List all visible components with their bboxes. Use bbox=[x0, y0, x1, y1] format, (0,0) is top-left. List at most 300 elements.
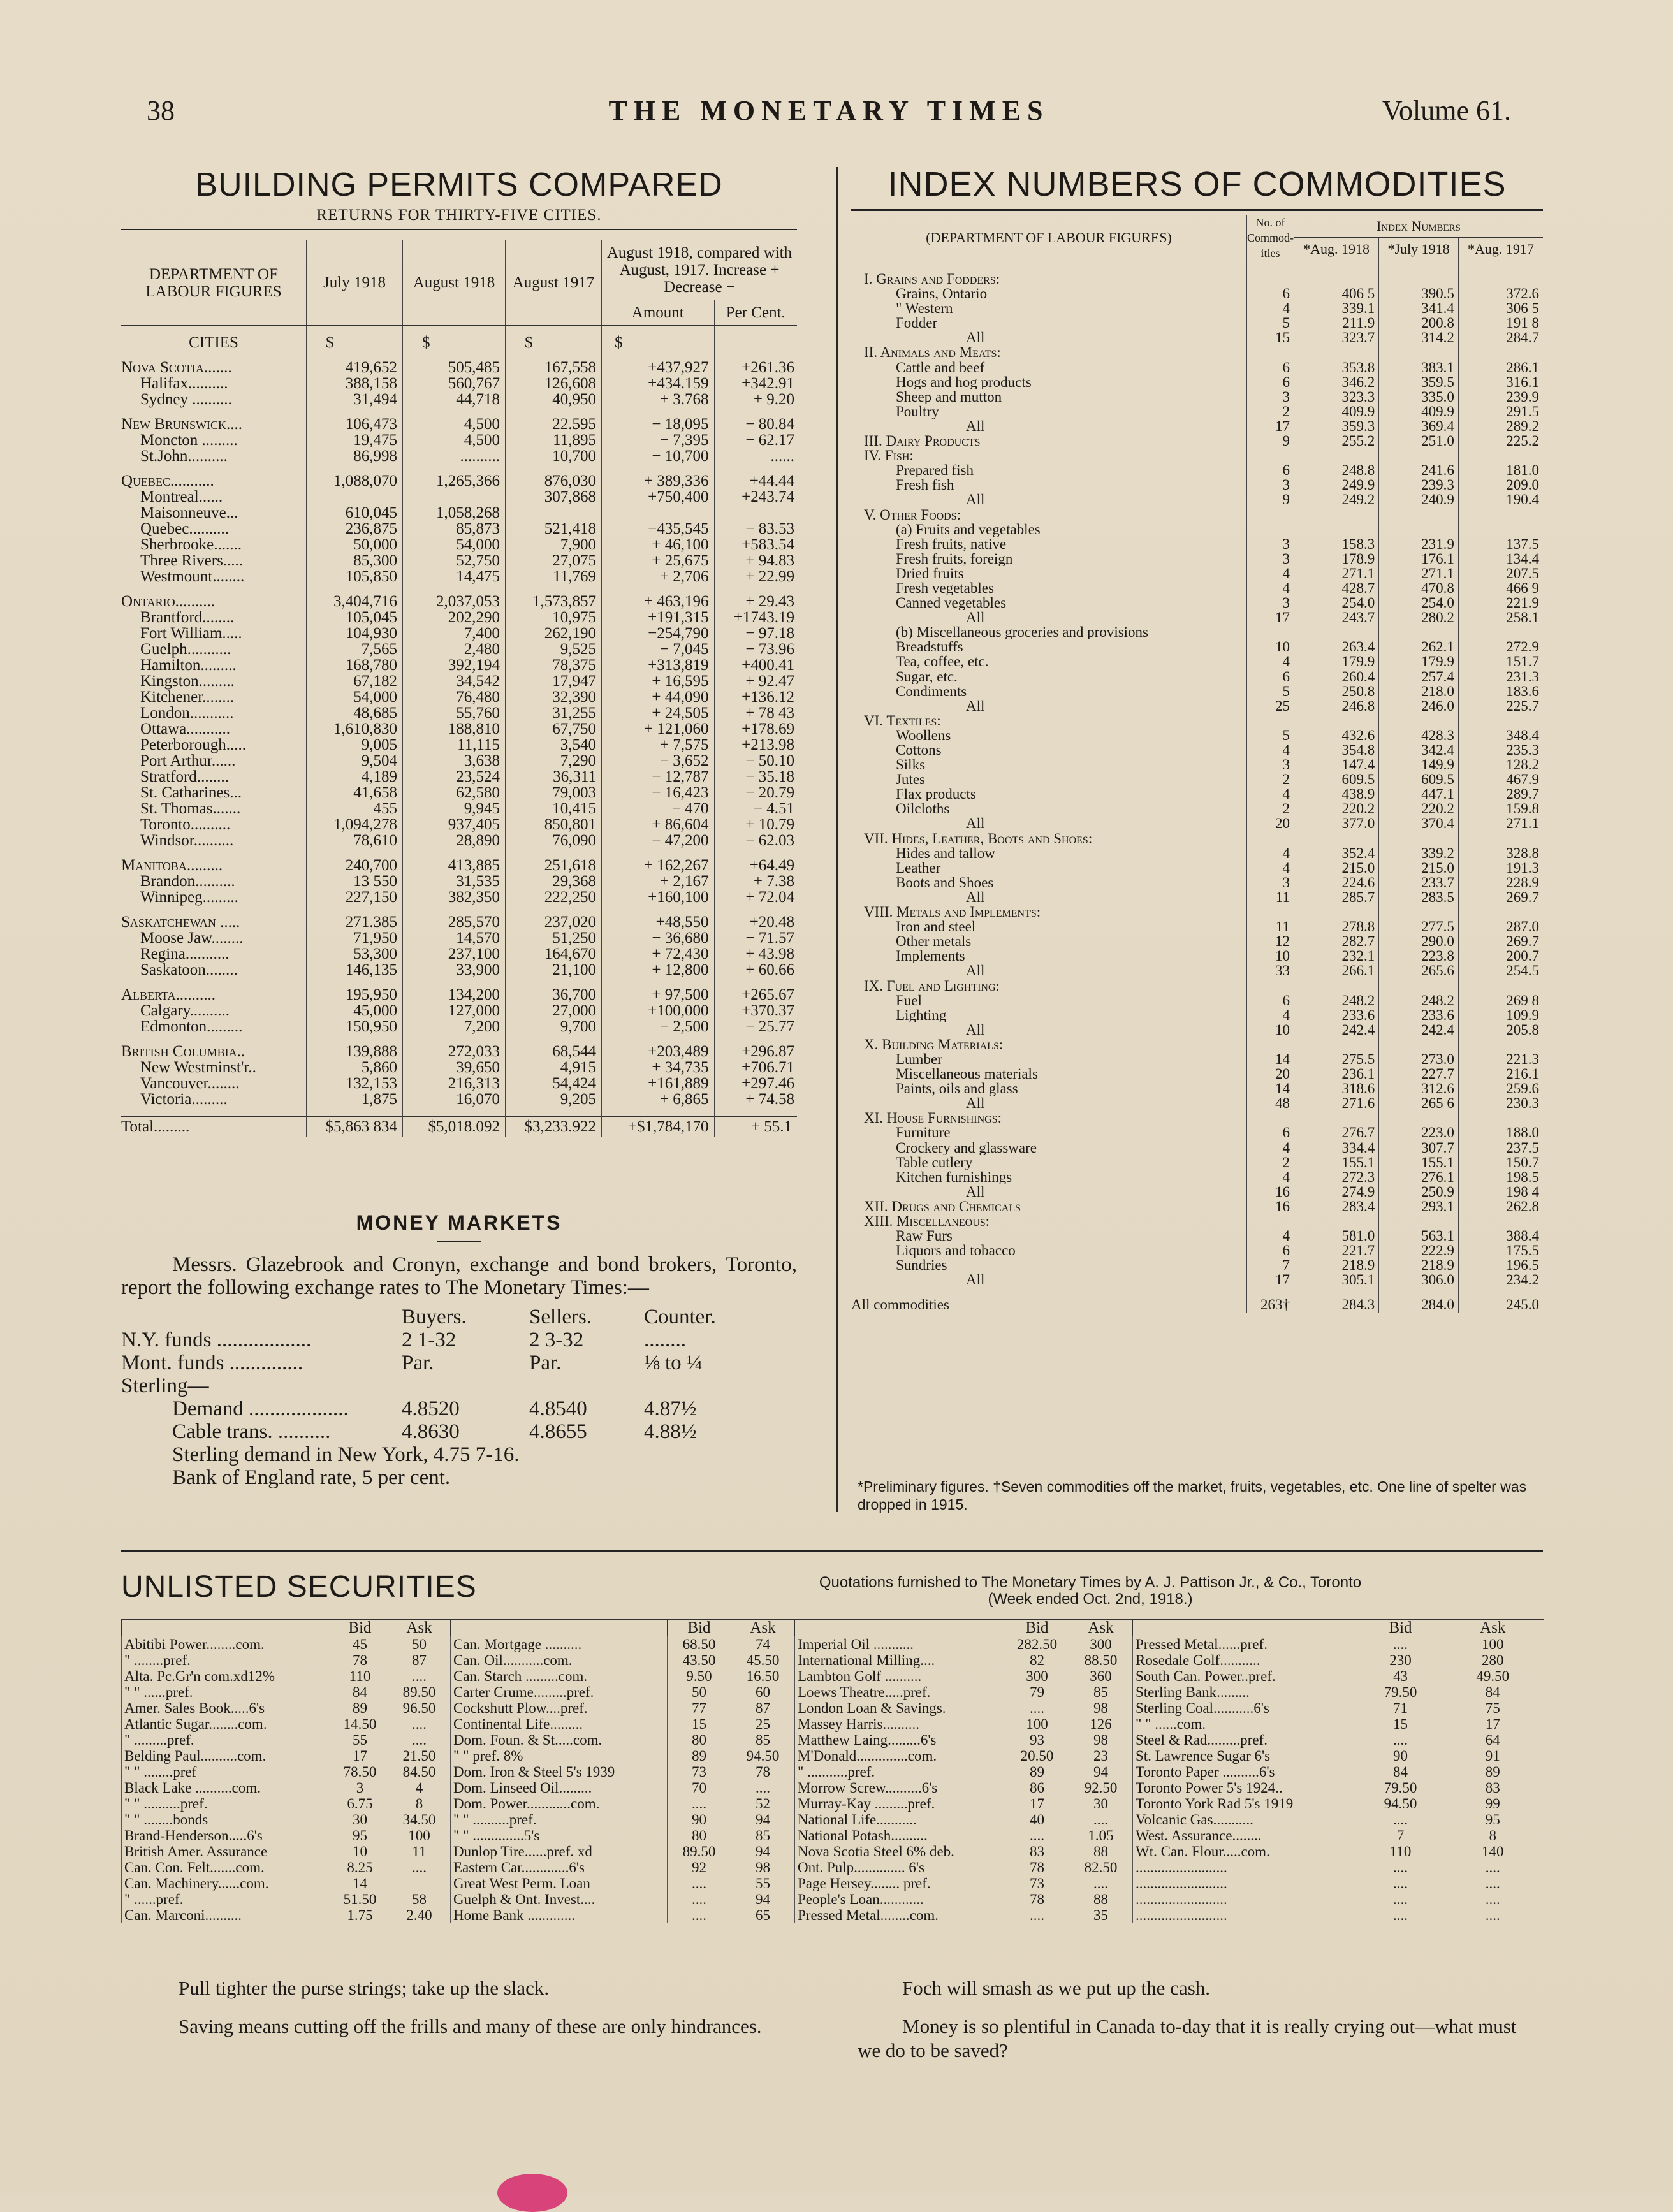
commodity-name: All bbox=[966, 1096, 985, 1111]
ask-value: 23 bbox=[1069, 1748, 1133, 1764]
commodity-row bbox=[851, 963, 1543, 978]
ask-value: 4 bbox=[388, 1780, 451, 1796]
city-row bbox=[121, 375, 797, 391]
commodity-row bbox=[851, 772, 1543, 787]
index-value-a: 243.7 bbox=[1294, 610, 1379, 625]
place-name: Halifax.......... bbox=[121, 375, 307, 391]
unlisted-securities-table bbox=[121, 1619, 1544, 1923]
city-row bbox=[121, 817, 797, 833]
city-row bbox=[121, 721, 797, 737]
index-value-no: 2 bbox=[1247, 801, 1294, 816]
commodity-label bbox=[851, 1287, 1247, 1297]
bid-value: .... bbox=[1359, 1859, 1442, 1875]
ask-value: 87 bbox=[388, 1652, 451, 1668]
security-name: Dom. Linseed Oil......... bbox=[451, 1780, 668, 1796]
value-amt: − 10,700 bbox=[602, 448, 715, 464]
index-value-a: 432.6 bbox=[1294, 728, 1379, 743]
index-value-c: 239.9 bbox=[1458, 389, 1543, 404]
value-amt: +161,889 bbox=[602, 1075, 715, 1091]
value-aug17: 76,090 bbox=[506, 833, 602, 848]
index-value-a: 282.7 bbox=[1294, 934, 1379, 949]
value-aug17: 3,540 bbox=[506, 737, 602, 753]
bid-value: 43 bbox=[1359, 1668, 1442, 1684]
commodity-row bbox=[851, 316, 1543, 330]
value-aug17: 36,700 bbox=[506, 987, 602, 1003]
blank-cell bbox=[602, 978, 715, 987]
security-row bbox=[122, 1636, 1544, 1653]
value-aug17: 10,700 bbox=[506, 448, 602, 464]
security-name: Rosedale Golf........... bbox=[1133, 1652, 1359, 1668]
total-aug17: $3,233.922 bbox=[506, 1117, 602, 1137]
index-value-c bbox=[1458, 831, 1543, 846]
value-aug17: 126,608 bbox=[506, 375, 602, 391]
bid-value: 17 bbox=[1005, 1796, 1069, 1812]
commodity-label bbox=[851, 1037, 1247, 1052]
value-amt: − 2,500 bbox=[602, 1019, 715, 1035]
bid-value: 40 bbox=[1005, 1812, 1069, 1828]
commodity-name: All bbox=[966, 330, 985, 346]
value-aug: 134,200 bbox=[403, 987, 506, 1003]
blank-cell bbox=[403, 1035, 506, 1044]
city-row bbox=[121, 785, 797, 801]
value-pct: − 80.84 bbox=[745, 416, 794, 433]
group-spacer bbox=[121, 464, 797, 473]
commodity-label bbox=[851, 890, 1247, 905]
index-value-a bbox=[1294, 507, 1379, 522]
place-name: Montreal...... bbox=[121, 489, 307, 505]
exchange-rate-row bbox=[121, 1351, 716, 1374]
blank-cell bbox=[1247, 261, 1294, 272]
security-name: Volcanic Gas........... bbox=[1133, 1812, 1359, 1828]
index-value-a bbox=[1294, 905, 1379, 919]
commodity-name: Furniture bbox=[896, 1125, 951, 1140]
bid-value: 70 bbox=[668, 1780, 731, 1796]
commodity-section-row bbox=[851, 979, 1543, 993]
index-value-a: 221.7 bbox=[1294, 1243, 1379, 1258]
city-row bbox=[121, 657, 797, 673]
place-name: Kingston......... bbox=[121, 673, 307, 689]
value-amt: +437,927 bbox=[602, 360, 715, 375]
commodity-label bbox=[851, 1052, 1247, 1066]
commodity-name: Condiments bbox=[896, 683, 967, 699]
index-value-c: 225.7 bbox=[1458, 699, 1543, 713]
commodity-name: All bbox=[966, 418, 985, 434]
index-value-a bbox=[1294, 448, 1379, 463]
bid-value: 71 bbox=[1359, 1700, 1442, 1716]
place-name: Victoria......... bbox=[121, 1091, 307, 1107]
value-amt: + 6,865 bbox=[602, 1091, 715, 1107]
security-name: Wt. Can. Flour.....com. bbox=[1133, 1844, 1359, 1859]
value-amt: +750,400 bbox=[602, 489, 715, 505]
index-value-b: 218.0 bbox=[1379, 684, 1459, 699]
bid-value: .... bbox=[668, 1891, 731, 1907]
bid-value: 300 bbox=[1005, 1668, 1069, 1684]
blank-cell bbox=[403, 464, 506, 473]
index-value-a: 283.4 bbox=[1294, 1199, 1379, 1214]
security-name-header bbox=[451, 1620, 668, 1636]
rate-label: Demand ................... bbox=[172, 1397, 349, 1420]
ask-value: 8 bbox=[1442, 1828, 1544, 1844]
index-value-c: 188.0 bbox=[1458, 1125, 1543, 1140]
commodity-section-row bbox=[851, 345, 1543, 360]
index-value-b: 341.4 bbox=[1379, 301, 1459, 316]
commodity-name: Fresh vegetables bbox=[896, 580, 994, 596]
bid-value: 3 bbox=[332, 1780, 388, 1796]
index-value-no: 4 bbox=[1247, 581, 1294, 595]
value-pct: − 83.53 bbox=[745, 520, 794, 537]
commodity-label bbox=[851, 1184, 1247, 1199]
counter-value: 4.87½ bbox=[644, 1397, 697, 1420]
bid-value: 17 bbox=[332, 1748, 388, 1764]
security-name: " " ........pref bbox=[122, 1764, 332, 1780]
commodity-label bbox=[851, 330, 1247, 345]
exchange-rate-row bbox=[121, 1420, 716, 1443]
value-aug17: 21,100 bbox=[506, 962, 602, 978]
index-value-b bbox=[1379, 831, 1459, 846]
value-aug17: 9,700 bbox=[506, 1019, 602, 1035]
security-name: National Potash.......... bbox=[795, 1828, 1005, 1844]
index-value-no: 4 bbox=[1247, 861, 1294, 875]
bid-value: 79.50 bbox=[1359, 1684, 1442, 1700]
bid-value: .... bbox=[1359, 1636, 1442, 1653]
value-pct: ...... bbox=[770, 447, 794, 465]
index-value-c: 151.7 bbox=[1458, 654, 1543, 669]
bid-value: .... bbox=[1005, 1700, 1069, 1716]
aug-1918-header: *Aug. 1918 bbox=[1294, 238, 1379, 261]
index-value-c: 284.7 bbox=[1458, 330, 1543, 345]
commodity-row bbox=[851, 787, 1543, 801]
index-value-c bbox=[1458, 272, 1543, 286]
commodity-label bbox=[851, 1228, 1247, 1243]
value-july: 71,950 bbox=[307, 930, 403, 946]
index-value-no: 33 bbox=[1247, 963, 1294, 978]
value-aug17: 307,868 bbox=[506, 489, 602, 505]
blank-cell bbox=[121, 1306, 402, 1328]
commodity-name: All bbox=[966, 492, 985, 507]
commodity-name: V. Other Foods: bbox=[864, 507, 961, 522]
commodity-label bbox=[851, 684, 1247, 699]
value-july: 1,088,070 bbox=[307, 473, 403, 489]
commodity-label bbox=[851, 1008, 1247, 1022]
total-pct: + 55.1 bbox=[714, 1117, 797, 1137]
index-value-c: 225.2 bbox=[1458, 433, 1543, 448]
blank-cell bbox=[602, 1035, 715, 1044]
index-value-c: 191 8 bbox=[1458, 316, 1543, 330]
index-value-c: 254.5 bbox=[1458, 963, 1543, 978]
commodity-label bbox=[851, 522, 1247, 537]
bid-value: 80 bbox=[668, 1732, 731, 1748]
commodity-row bbox=[851, 934, 1543, 949]
place-name: Maisonneuve... bbox=[121, 505, 307, 521]
index-value-a: 248.8 bbox=[1294, 463, 1379, 477]
index-value-no: 3 bbox=[1247, 389, 1294, 404]
bid-value: 10 bbox=[332, 1844, 388, 1859]
index-value-a: 147.4 bbox=[1294, 757, 1379, 772]
index-value-a: 581.0 bbox=[1294, 1228, 1379, 1243]
index-value-no: 4 bbox=[1247, 1140, 1294, 1155]
value-pct: − 35.18 bbox=[745, 768, 794, 785]
value-july: 610,045 bbox=[307, 505, 403, 521]
security-row bbox=[122, 1812, 1544, 1828]
blank-cell bbox=[403, 905, 506, 914]
ask-value: 126 bbox=[1069, 1716, 1133, 1732]
index-value-a: 406 5 bbox=[1294, 286, 1379, 301]
unlisted-securities-title: UNLISTED SECURITIES bbox=[121, 1570, 477, 1604]
security-name-header bbox=[795, 1620, 1005, 1636]
blank-cell bbox=[714, 326, 797, 351]
dollar-sign: $ bbox=[403, 326, 506, 351]
place-name: Quebec.......... bbox=[121, 521, 307, 537]
city-row bbox=[121, 432, 797, 448]
value-aug: 7,400 bbox=[403, 625, 506, 641]
commodity-name: Sheep and mutton bbox=[896, 389, 1002, 404]
index-value-no: 10 bbox=[1247, 1022, 1294, 1037]
index-value-no: 11 bbox=[1247, 919, 1294, 934]
place-name: Regina........... bbox=[121, 946, 307, 962]
index-value-b: 370.4 bbox=[1379, 816, 1459, 831]
value-pct: +20.48 bbox=[749, 913, 794, 931]
value-amt: − 47,200 bbox=[602, 833, 715, 848]
commodity-label bbox=[851, 566, 1247, 581]
index-value-a: 275.5 bbox=[1294, 1052, 1379, 1066]
ask-header: Ask bbox=[388, 1620, 451, 1636]
index-value-c: 137.5 bbox=[1458, 537, 1543, 551]
index-value-a bbox=[1294, 272, 1379, 286]
index-value-c: 286.1 bbox=[1458, 360, 1543, 375]
province-row bbox=[121, 987, 797, 1003]
security-name: Home Bank ............. bbox=[451, 1907, 668, 1923]
index-value-no bbox=[1247, 448, 1294, 463]
value-aug17: 10,975 bbox=[506, 609, 602, 625]
ask-value: .... bbox=[388, 1732, 451, 1748]
ask-value: .... bbox=[1069, 1812, 1133, 1828]
value-july: 1,610,830 bbox=[307, 721, 403, 737]
value-pct: + 9.20 bbox=[753, 391, 794, 408]
value-amt: +160,100 bbox=[602, 889, 715, 905]
place-name: Manitoba......... bbox=[121, 857, 307, 873]
security-name: Ont. Pulp.............. 6's bbox=[795, 1859, 1005, 1875]
index-value-a: 276.7 bbox=[1294, 1125, 1379, 1140]
bid-header: Bid bbox=[332, 1620, 388, 1636]
bid-value: 20.50 bbox=[1005, 1748, 1069, 1764]
blank-cell bbox=[307, 978, 403, 987]
index-value-a: 224.6 bbox=[1294, 875, 1379, 890]
index-value-no: 6 bbox=[1247, 286, 1294, 301]
index-value-a: 158.3 bbox=[1294, 537, 1379, 551]
commodity-row bbox=[851, 801, 1543, 816]
blank-cell bbox=[506, 407, 602, 416]
index-value-a: 346.2 bbox=[1294, 375, 1379, 389]
commodity-row bbox=[851, 654, 1543, 669]
value-aug: 44,718 bbox=[403, 391, 506, 407]
index-value-b bbox=[1379, 1214, 1459, 1228]
value-pct: + 22.99 bbox=[745, 568, 794, 585]
value-july bbox=[307, 489, 403, 505]
value-amt: +191,315 bbox=[602, 609, 715, 625]
group-spacer bbox=[121, 848, 797, 857]
index-value-c: 289.7 bbox=[1458, 787, 1543, 801]
commodity-label bbox=[851, 979, 1247, 993]
bid-value: 68.50 bbox=[668, 1636, 731, 1653]
index-value-no: 16 bbox=[1247, 1199, 1294, 1214]
commodity-section-row bbox=[851, 507, 1543, 522]
ask-value: 85 bbox=[1069, 1684, 1133, 1700]
bid-value: 89.50 bbox=[668, 1844, 731, 1859]
ask-value: 89.50 bbox=[388, 1684, 451, 1700]
index-value-a bbox=[1294, 1110, 1379, 1125]
index-value-b: 339.2 bbox=[1379, 846, 1459, 861]
group-spacer bbox=[121, 1035, 797, 1044]
ask-value: 25 bbox=[731, 1716, 795, 1732]
sellers-value: Par. bbox=[529, 1351, 562, 1374]
value-aug: 11,115 bbox=[403, 737, 506, 753]
group-spacer bbox=[121, 407, 797, 416]
index-value-a: 609.5 bbox=[1294, 772, 1379, 787]
bid-value: 82 bbox=[1005, 1652, 1069, 1668]
bid-value: .... bbox=[1005, 1907, 1069, 1923]
value-aug17: 521,418 bbox=[506, 521, 602, 537]
security-name: Dom. Power............com. bbox=[451, 1796, 668, 1812]
index-value-c: 235.3 bbox=[1458, 743, 1543, 757]
bid-value: .... bbox=[1359, 1907, 1442, 1923]
index-value-a: 334.4 bbox=[1294, 1140, 1379, 1155]
blank-cell bbox=[506, 351, 602, 360]
index-value-no: 3 bbox=[1247, 875, 1294, 890]
bid-value: 15 bbox=[668, 1716, 731, 1732]
index-value-b: 222.9 bbox=[1379, 1243, 1459, 1258]
index-value-a: 266.1 bbox=[1294, 963, 1379, 978]
value-pct: + 74.58 bbox=[745, 1091, 794, 1108]
commodity-label bbox=[851, 728, 1247, 743]
security-name: Lambton Golf .......... bbox=[795, 1668, 1005, 1684]
counter-value: ........ bbox=[644, 1328, 686, 1351]
blank-cell bbox=[307, 905, 403, 914]
july-1918-header: *July 1918 bbox=[1379, 238, 1459, 261]
value-july: 388,158 bbox=[307, 375, 403, 391]
blank-cell bbox=[121, 978, 307, 987]
index-value-b: 307.7 bbox=[1379, 1140, 1459, 1155]
ask-header: Ask bbox=[1069, 1620, 1133, 1636]
ask-value: 88 bbox=[1069, 1891, 1133, 1907]
value-july: 31,494 bbox=[307, 391, 403, 407]
value-aug17: 17,947 bbox=[506, 673, 602, 689]
index-value-b: 179.9 bbox=[1379, 654, 1459, 669]
page-number: 38 bbox=[147, 95, 175, 126]
ask-value: .... bbox=[388, 1668, 451, 1684]
place-name: New Westminst'r.. bbox=[121, 1059, 307, 1075]
security-name: South Can. Power..pref. bbox=[1133, 1668, 1359, 1684]
index-value-no: 14 bbox=[1247, 1081, 1294, 1096]
index-value-b: 250.9 bbox=[1379, 1184, 1459, 1199]
index-value-b: 176.1 bbox=[1379, 551, 1459, 566]
place-name: Saskatoon........ bbox=[121, 962, 307, 978]
place-name: Nova Scotia....... bbox=[121, 360, 307, 375]
security-row bbox=[122, 1700, 1544, 1716]
commodity-label bbox=[851, 801, 1247, 816]
commodity-name: Jutes bbox=[896, 772, 925, 787]
value-july: 146,135 bbox=[307, 962, 403, 978]
commodity-label bbox=[851, 1243, 1247, 1258]
index-value-b bbox=[1379, 1037, 1459, 1052]
index-value-no: 3 bbox=[1247, 595, 1294, 610]
value-aug17: 167,558 bbox=[506, 360, 602, 375]
security-name: Can. Starch .........com. bbox=[451, 1668, 668, 1684]
index-value-a: 263.4 bbox=[1294, 639, 1379, 654]
commodity-name: Cottons bbox=[896, 743, 942, 758]
province-row bbox=[121, 914, 797, 930]
value-july: 105,045 bbox=[307, 609, 403, 625]
commodity-section-row bbox=[851, 272, 1543, 286]
value-aug17: 237,020 bbox=[506, 914, 602, 930]
blank-cell bbox=[307, 351, 403, 360]
security-name: M'Donald..............com. bbox=[795, 1748, 1005, 1764]
value-aug: 16,070 bbox=[403, 1091, 506, 1107]
ask-value: 78 bbox=[731, 1764, 795, 1780]
commodity-label bbox=[851, 492, 1247, 507]
blank-cell bbox=[602, 464, 715, 473]
bottom-left-column bbox=[134, 1976, 771, 2053]
commodity-name: Miscellaneous materials bbox=[896, 1066, 1038, 1082]
index-value-no: 6 bbox=[1247, 1125, 1294, 1140]
commodity-row bbox=[851, 949, 1543, 963]
value-aug: 85,873 bbox=[403, 521, 506, 537]
blank-cell bbox=[506, 585, 602, 593]
quotation-week: (Week ended Oct. 2nd, 1918.) bbox=[988, 1590, 1193, 1608]
index-value-b: 276.1 bbox=[1379, 1170, 1459, 1184]
index-value-b: 383.1 bbox=[1379, 360, 1459, 375]
commodity-label bbox=[851, 360, 1247, 375]
security-name: ......................... bbox=[1133, 1875, 1359, 1891]
province-row bbox=[121, 593, 797, 609]
place-name: Brantford........ bbox=[121, 609, 307, 625]
value-july: 85,300 bbox=[307, 553, 403, 569]
value-pct: +44.44 bbox=[749, 472, 794, 490]
city-row bbox=[121, 673, 797, 689]
commodity-row bbox=[851, 699, 1543, 713]
commodity-section-row bbox=[851, 831, 1543, 846]
commodity-name: All bbox=[966, 610, 985, 625]
value-aug17 bbox=[506, 505, 602, 521]
city-row bbox=[121, 962, 797, 978]
commodity-name: All bbox=[966, 1022, 985, 1037]
index-value-c: 175.5 bbox=[1458, 1243, 1543, 1258]
value-july: 227,150 bbox=[307, 889, 403, 905]
bid-value: 30 bbox=[332, 1812, 388, 1828]
bid-value: 78 bbox=[332, 1652, 388, 1668]
exchange-rate-row bbox=[121, 1374, 716, 1397]
value-amt: −254,790 bbox=[602, 625, 715, 641]
ask-value: 91 bbox=[1442, 1748, 1544, 1764]
index-value-c bbox=[1458, 713, 1543, 728]
index-value-no bbox=[1247, 345, 1294, 360]
ask-value: 65 bbox=[731, 1907, 795, 1923]
commodity-label bbox=[851, 1272, 1247, 1287]
commodity-row bbox=[851, 537, 1543, 551]
masthead bbox=[147, 94, 1511, 133]
commodity-row bbox=[851, 1155, 1543, 1170]
bid-value: .... bbox=[668, 1796, 731, 1812]
security-name: " ...........pref. bbox=[795, 1764, 1005, 1780]
buyers-value: Par. bbox=[402, 1351, 434, 1374]
index-value-no bbox=[1247, 1287, 1294, 1297]
index-value-c: 231.3 bbox=[1458, 669, 1543, 684]
value-aug17: 7,290 bbox=[506, 753, 602, 769]
commodity-row bbox=[851, 1140, 1543, 1155]
commodity-label bbox=[851, 477, 1247, 492]
index-value-b bbox=[1379, 979, 1459, 993]
index-value-a: 232.1 bbox=[1294, 949, 1379, 963]
commodity-row bbox=[851, 1008, 1543, 1022]
